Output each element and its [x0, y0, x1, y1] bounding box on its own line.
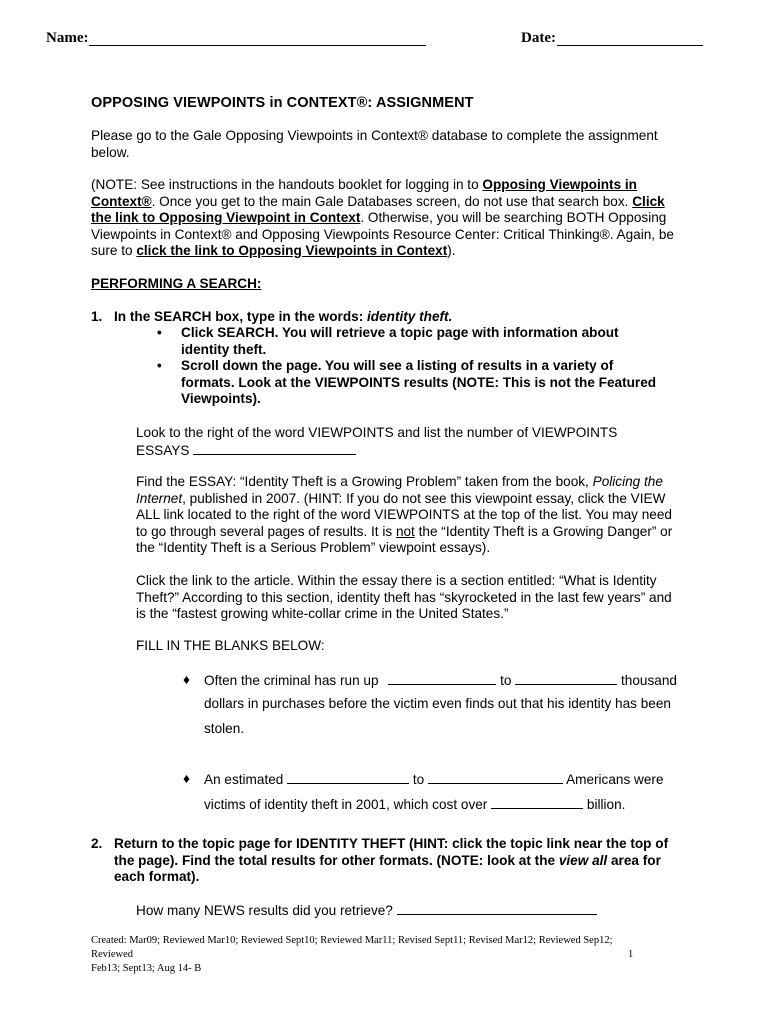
- fill-item-2-line1: An estimated to Americans were: [204, 772, 664, 787]
- fill-item-2-line2: victims of identity theft in 2001, which cost over billion.: [204, 797, 626, 812]
- note-link-1: Opposing Viewpoints in Context®: [91, 177, 637, 209]
- step2-number: 2.: [91, 836, 103, 851]
- article-paragraph: Click the link to the article. Within the essay there is a section entitled: “What is Identity Theft?” According to this section, identity theft has “skyrocketed in the last few years” and is the “fastest growing white-collar crime in the United States.”: [136, 573, 672, 621]
- note-text-3: . Otherwise, you will be searching BOTH Opposing Viewpoints in Context® and Opposing Viewpoints Resource Center: Critical Thinking®. Again, be sure to: [91, 210, 674, 258]
- note-link-3: click the link to Opposing Viewpoints in Context: [136, 243, 448, 258]
- fill-heading: FILL IN THE BLANKS BELOW:: [136, 638, 325, 653]
- step1-text: In the SEARCH box, type in the words:: [114, 309, 368, 324]
- note-paragraph: [91, 177, 681, 260]
- fill-item-1-line2: dollars in purchases before the victim even finds out that his identity has been: [204, 696, 671, 711]
- note-text-4: ).: [447, 243, 456, 258]
- fill-item-1-line1: Often the criminal has run up to thousand: [204, 673, 677, 688]
- fill1-blank-to[interactable]: [515, 672, 617, 685]
- diamond-icon: ♦: [183, 672, 190, 687]
- note-link-2: Click the link to Opposing Viewpoint in Context: [91, 193, 665, 225]
- fill2-blank-cost[interactable]: [491, 796, 583, 809]
- essay-paragraph: Find the ESSAY: “Identity Theft is a Growing Problem” taken from the book, Policing the Internet, published in 2007. (HINT: If you do not see this viewpoint essay, click the VIEW ALL link located to the right of the word VIEWPOINTS at the top of the list. You may need to go through several pages of results. It is not the “Identity Theft is a Growing Danger” or the “Identity Theft is a Serious Problem” viewpoint essays).: [136, 474, 673, 555]
- book-title: Policing the Internet: [136, 474, 663, 506]
- page-title: OPPOSING VIEWPOINTS in CONTEXT®: ASSIGNMENT: [91, 95, 474, 111]
- date-label: Date:: [521, 30, 556, 46]
- fill2-blank-from[interactable]: [287, 771, 409, 784]
- list-item: • Scroll down the page. You will see a listing of results in a variety of formats. Look at the VIEWPOINTS results (NOTE: This is not the Featured Viewpoints).: [157, 358, 657, 406]
- step2-instruction: Return to the topic page for IDENTITY THEFT (HINT: click the topic link near the top of the page). Find the total results for other formats. (NOTE: look at the view all area for each format).: [114, 836, 669, 884]
- step1-bullets: [157, 325, 657, 408]
- diamond-icon: ♦: [183, 771, 190, 786]
- fill1-blank-from[interactable]: [388, 672, 496, 685]
- viewpoints-count-blank[interactable]: [193, 442, 356, 455]
- view-all-text: view all: [558, 852, 608, 868]
- fill-item-1-line3: stolen.: [204, 721, 245, 736]
- intro-paragraph: Please go to the Gale Opposing Viewpoints in Context® database to complete the assignment below.: [91, 128, 658, 160]
- fill2-blank-to[interactable]: [428, 771, 563, 784]
- viewpoints-question: Look to the right of the word VIEWPOINTS and list the number of VIEWPOINTS ESSAYS: [136, 425, 618, 458]
- news-question: How many NEWS results did you retrieve?: [136, 902, 656, 920]
- page-number: 1: [628, 949, 634, 960]
- news-count-blank[interactable]: [397, 902, 597, 915]
- step1-number: 1.: [91, 309, 103, 324]
- footer-revision-history: Created: Mar09; Reviewed Mar10; Reviewed Sept10; Reviewed Mar11; Revised Sept11; Revised Mar12; Reviewed Sep12; Reviewed Feb13; Sept13; Aug 14- B: [91, 935, 613, 974]
- note-text-2: . Once you get to the main Gale Databases screen, do not use that search box.: [151, 193, 633, 209]
- step1-search-terms: identity theft.: [367, 309, 453, 324]
- bullet-icon: •: [157, 325, 162, 340]
- note-text-1: (NOTE: See instructions in the handouts booklet for logging in to: [91, 177, 483, 192]
- name-field[interactable]: [89, 31, 426, 46]
- step1-instruction: [114, 309, 684, 326]
- name-label: Name:: [46, 30, 89, 46]
- bullet-icon: •: [157, 358, 162, 373]
- list-item: • Click SEARCH. You will retrieve a topic page with information about identity theft.: [157, 325, 619, 357]
- section-heading: PERFORMING A SEARCH:: [91, 276, 262, 291]
- date-field[interactable]: [557, 31, 703, 46]
